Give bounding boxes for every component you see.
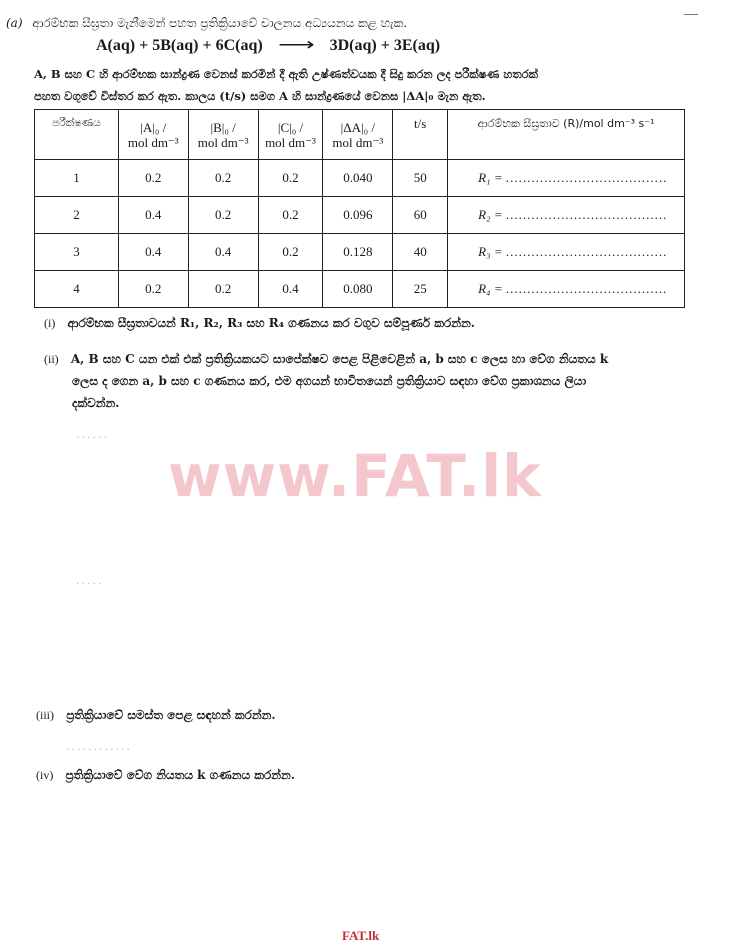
corner-mark: [684, 14, 698, 15]
table-row: [35, 234, 685, 271]
cell-rate[interactable]: [448, 271, 685, 308]
cell-time: 50: [393, 160, 448, 197]
cell-B: 0.2: [188, 160, 258, 197]
cell-A: 0.4: [118, 234, 188, 271]
question-i: [44, 312, 704, 334]
cell-B: 0.2: [188, 197, 258, 234]
question-number: (ii): [44, 352, 59, 366]
table-row: [35, 160, 685, 197]
cell-C: 0.2: [258, 234, 323, 271]
cell-C: 0.2: [258, 197, 323, 234]
question-text: A, B සහ C යන එක් එක් ප්‍රතික්‍රියකයට සාපේක්ෂව පෙළ පිළිවෙළින් a, b සහ c ලෙස හා වේග නියතය k: [70, 352, 609, 366]
rate-label: R₄ =: [478, 281, 503, 296]
cell-time: 40: [393, 234, 448, 271]
answer-blank[interactable]: ......................................: [505, 281, 668, 296]
question-ii-line-3: දක්වන්න.: [72, 396, 120, 410]
header-unit: mol dm⁻³: [265, 134, 316, 150]
cell-C: 0.4: [258, 271, 323, 308]
question-iii: [36, 704, 696, 726]
cell-B: 0.2: [188, 271, 258, 308]
answer-area-marks[interactable]: ............: [66, 740, 132, 753]
answer-blank[interactable]: ......................................: [505, 244, 668, 259]
question-ii-line-2: ලෙස ද ගෙන a, b සහ c ගණනය කර, එම අගයන් භාවිතයෙන් ප්‍රතික්‍රියාව සඳහා වේග ප්‍රකාශනය ලියා: [72, 374, 587, 388]
intro-text: ආරම්භක සීඝ්‍රතා මැනීමෙන් පහත ප්‍රතික්‍රියාවේ චාලනය අධ්‍යයනය කළ හැක.: [32, 16, 408, 30]
question-number: (i): [44, 316, 56, 330]
cell-rate[interactable]: [448, 234, 685, 271]
rate-label: R₃ =: [478, 244, 503, 259]
header-delta-A: |ΔA|₀ / mol dm⁻³: [323, 110, 393, 160]
cell-A: 0.2: [118, 271, 188, 308]
question-iv: [36, 764, 696, 786]
header-C: |C|₀ / mol dm⁻³: [258, 110, 323, 160]
reaction-arrow-icon: ⟶: [277, 37, 315, 54]
description-line-1: A, B සහ C හි ආරම්භක සාන්ද්‍රණ වෙනස් කරමින් දී ඇති උෂ්ණත්වයක දී සිදු කරන ලද පරීක්ෂණ හතරක්: [34, 67, 538, 81]
experiment-table: [34, 109, 685, 308]
cell-delta-A: 0.128: [323, 234, 393, 271]
cell-C: 0.2: [258, 160, 323, 197]
header-rate: ආරම්භක සීඝ්‍රතාව (R)/mol dm⁻³ s⁻¹: [448, 110, 685, 160]
cell-delta-A: 0.040: [323, 160, 393, 197]
answer-blank[interactable]: ......................................: [505, 207, 668, 222]
intro-line: [6, 16, 407, 31]
question-text: ආරම්භක සීඝ්‍රතාවයන් R₁, R₂, R₃ සහ R₄ ගණනය කර වගුව සම්පූර්ණ කරන්න.: [67, 316, 475, 330]
cell-rate[interactable]: [448, 160, 685, 197]
cell-A: 0.4: [118, 197, 188, 234]
question-ii: [44, 348, 704, 414]
question-text: ප්‍රතික්‍රියාවේ වේග නියතය k ගණනය කරන්න.: [65, 768, 295, 782]
reaction-equation: [96, 35, 440, 55]
table-row: [35, 197, 685, 234]
question-ii-line-1: [44, 348, 704, 370]
description-line-2: පහත වගුවේ විස්තර කර ඇත. කාලය (t/s) සමග A හි සාන්ද්‍රණයේ වෙනස |ΔA|₀ මැන ඇත.: [34, 89, 486, 103]
table-header-row: [35, 110, 685, 160]
header-unit: mol dm⁻³: [332, 134, 384, 150]
cell-experiment: 3: [35, 234, 119, 271]
equation-rhs: 3D(aq) + 3E(aq): [329, 37, 441, 54]
header-unit: mol dm⁻³: [197, 134, 249, 150]
answer-area-marks[interactable]: ......: [76, 428, 109, 441]
rate-label: R₂ =: [478, 207, 503, 222]
cell-delta-A: 0.096: [323, 197, 393, 234]
equation-lhs: A(aq) + 5B(aq) + 6C(aq): [96, 37, 263, 54]
part-label: (a): [6, 16, 23, 30]
header-time: t/s: [393, 110, 448, 160]
question-number: (iii): [36, 708, 54, 722]
question-number: (iv): [36, 768, 54, 782]
cell-experiment: 4: [35, 271, 119, 308]
cell-B: 0.4: [188, 234, 258, 271]
header-experiment: පරීක්ෂණය: [35, 110, 119, 160]
header-unit: mol dm⁻³: [127, 134, 179, 150]
watermark: www.FAT.lk: [168, 442, 542, 510]
header-A: |A|₀ / mol dm⁻³: [118, 110, 188, 160]
cell-experiment: 1: [35, 160, 119, 197]
answer-area-marks[interactable]: .....: [76, 574, 104, 587]
question-text: ප්‍රතික්‍රියාවේ සමස්ත පෙළ සඳහන් කරන්න.: [66, 708, 276, 722]
footer-site-label: FAT.lk: [342, 928, 380, 943]
cell-rate[interactable]: [448, 197, 685, 234]
cell-A: 0.2: [118, 160, 188, 197]
cell-time: 60: [393, 197, 448, 234]
cell-time: 25: [393, 271, 448, 308]
cell-experiment: 2: [35, 197, 119, 234]
description: [34, 63, 704, 107]
header-B: |B|₀ / mol dm⁻³: [188, 110, 258, 160]
answer-blank[interactable]: ......................................: [505, 170, 668, 185]
cell-delta-A: 0.080: [323, 271, 393, 308]
table-row: [35, 271, 685, 308]
rate-label: R₁ =: [478, 170, 503, 185]
